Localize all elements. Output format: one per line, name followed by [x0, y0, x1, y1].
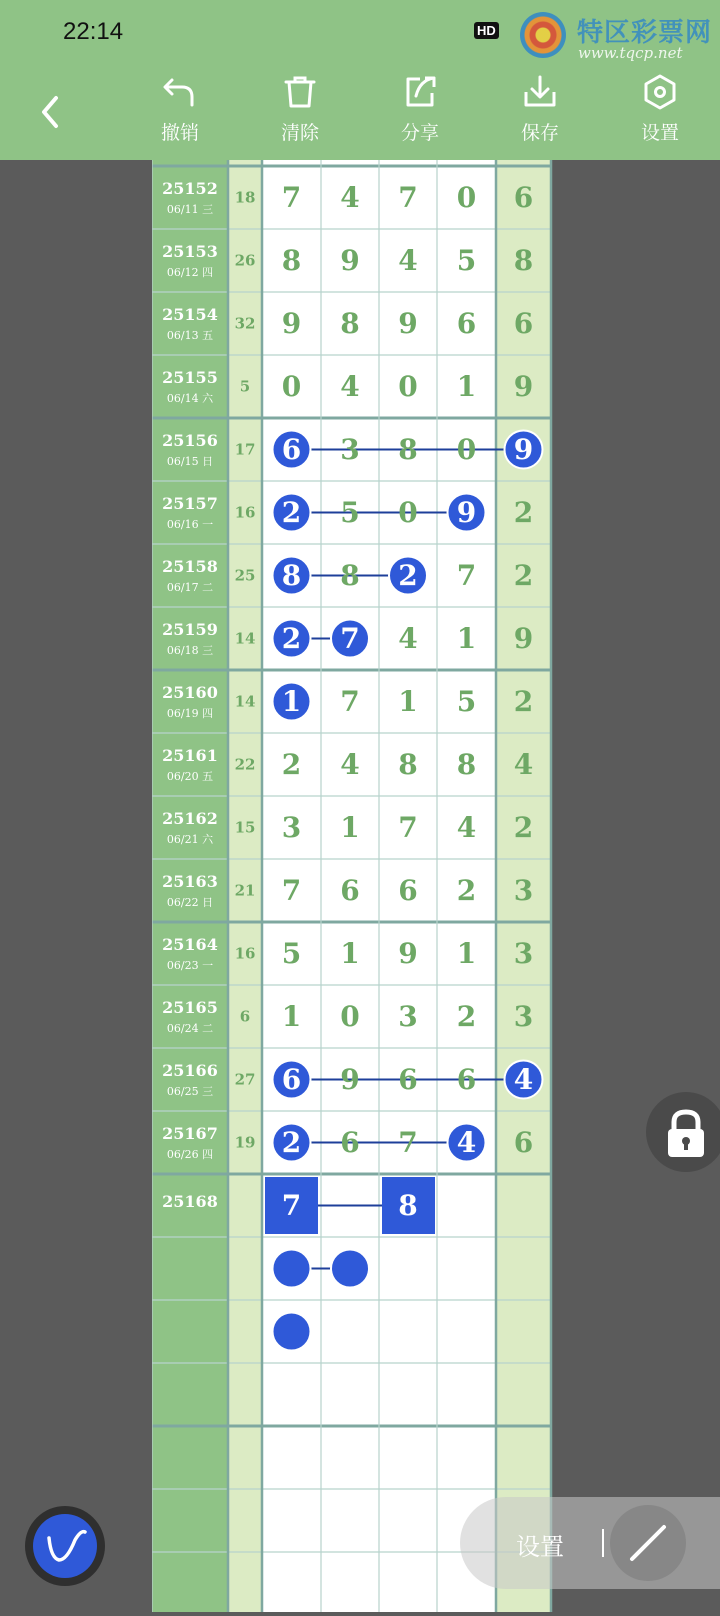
trend-grid[interactable] [152, 160, 568, 1612]
prediction-dot [273, 1313, 311, 1351]
marked-digit: 2 [281, 496, 302, 529]
sum-value: 22 [234, 755, 256, 774]
issue-date: 06/16 一 [166, 518, 214, 531]
marked-digit: 6 [281, 1063, 302, 1096]
digit-value: 8 [281, 244, 302, 277]
digit-value: 6 [456, 307, 477, 340]
marked-digit: 9 [513, 433, 534, 466]
prediction-digit: 8 [398, 1189, 418, 1222]
digit-value: 6 [398, 874, 418, 907]
digit-value: 0 [456, 433, 477, 466]
sum-value: 25 [234, 566, 256, 585]
settings-label: 设置 [640, 122, 679, 144]
prediction-issue: 25168 [162, 1192, 218, 1211]
sum-value: 14 [234, 692, 256, 711]
share-icon [400, 72, 440, 112]
issue-number: 25164 [162, 935, 218, 954]
pen-icon [33, 1514, 97, 1578]
digit-value: 0 [281, 370, 302, 403]
issue-date: 06/20 五 [166, 770, 214, 783]
share-button[interactable] [375, 72, 465, 145]
extra-digit: 4 [513, 748, 534, 781]
digit-value: 4 [398, 244, 418, 277]
issue-date: 06/23 一 [166, 959, 214, 972]
sum-value: 27 [234, 1070, 256, 1089]
marked-digit: 4 [456, 1126, 477, 1159]
issue-date: 06/25 三 [166, 1085, 214, 1098]
digit-value: 7 [398, 181, 418, 214]
issue-number: 25154 [162, 305, 218, 324]
extra-digit: 2 [513, 811, 534, 844]
lock-icon [646, 1092, 720, 1172]
marked-digit: 2 [398, 559, 418, 592]
clear-button[interactable] [255, 72, 345, 145]
digit-value: 3 [398, 1000, 418, 1033]
issue-date: 06/22 日 [166, 896, 214, 909]
save-button[interactable] [495, 72, 585, 145]
status-bar [0, 0, 720, 62]
issue-date: 06/14 六 [166, 392, 214, 405]
digit-value: 5 [456, 685, 477, 718]
marked-digit: 1 [281, 685, 302, 718]
issue-number: 25160 [162, 683, 218, 702]
share-label: 分享 [400, 122, 439, 144]
trend-chart-page [152, 160, 568, 1612]
digit-value: 4 [398, 622, 418, 655]
issue-number: 25153 [162, 242, 218, 261]
extra-digit: 6 [513, 1126, 534, 1159]
digit-value: 0 [456, 181, 477, 214]
digit-value: 8 [340, 559, 360, 592]
digit-value: 9 [340, 1063, 360, 1096]
issue-date: 06/11 三 [166, 203, 214, 216]
digit-value: 1 [281, 1000, 302, 1033]
marked-digit: 4 [513, 1063, 534, 1096]
digit-value: 9 [398, 307, 418, 340]
digit-value: 2 [456, 874, 477, 907]
extra-digit: 9 [513, 622, 534, 655]
marked-digit: 6 [281, 433, 302, 466]
marked-digit: 7 [340, 622, 360, 655]
digit-value: 3 [281, 811, 302, 844]
sum-value: 18 [234, 188, 256, 207]
issue-number: 25152 [162, 179, 218, 198]
digit-value: 6 [456, 1063, 477, 1096]
sum-value: 32 [234, 314, 256, 333]
lock-button[interactable] [646, 1092, 720, 1172]
issue-number: 25155 [162, 368, 218, 387]
trash-icon [280, 72, 320, 112]
digit-value: 0 [398, 370, 418, 403]
issue-number: 25161 [162, 746, 218, 765]
issue-number: 25159 [162, 620, 218, 639]
issue-number: 25166 [162, 1061, 218, 1080]
digit-value: 8 [398, 433, 418, 466]
issue-number: 25165 [162, 998, 218, 1017]
digit-value: 8 [398, 748, 418, 781]
marked-digit: 2 [281, 1126, 302, 1159]
digit-value: 7 [398, 1126, 418, 1159]
digit-value: 6 [340, 1126, 360, 1159]
extra-digit: 2 [513, 685, 534, 718]
back-button[interactable] [32, 92, 72, 132]
extra-digit: 3 [513, 874, 534, 907]
sum-value: 15 [234, 818, 256, 837]
digit-value: 0 [340, 1000, 360, 1033]
issue-number: 25158 [162, 557, 218, 576]
digit-value: 5 [281, 937, 302, 970]
issue-date: 06/24 二 [166, 1022, 214, 1035]
watermark-title: 特区彩票网 [577, 18, 713, 48]
hexagon-settings-icon [640, 72, 680, 112]
watermark-url: www.tqcp.net [578, 44, 683, 62]
floating-settings-button[interactable]: 设置 [516, 1533, 564, 1561]
digit-value: 9 [281, 307, 302, 340]
undo-label: 撤销 [160, 122, 199, 144]
clear-label: 清除 [280, 122, 319, 144]
line-tool-icon [610, 1505, 686, 1581]
digit-value: 1 [456, 370, 477, 403]
digit-value: 6 [340, 874, 360, 907]
digit-value: 2 [456, 1000, 477, 1033]
digit-value: 9 [398, 937, 418, 970]
digit-value: 1 [340, 811, 360, 844]
watermark-logo-icon [520, 12, 566, 58]
digit-value: 8 [456, 748, 477, 781]
digit-value: 1 [456, 622, 477, 655]
sum-value: 26 [234, 251, 256, 270]
sum-value: 14 [234, 629, 256, 648]
digit-value: 0 [398, 496, 418, 529]
digit-value: 7 [281, 874, 302, 907]
toolbar [0, 62, 720, 160]
issue-date: 06/17 二 [166, 581, 214, 594]
digit-value: 8 [340, 307, 360, 340]
issue-number: 25157 [162, 494, 218, 513]
network-badge: HD [474, 22, 499, 39]
sum-value: 6 [239, 1007, 251, 1026]
digit-value: 5 [340, 496, 360, 529]
sum-value: 19 [234, 1133, 256, 1152]
digit-value: 7 [456, 559, 477, 592]
sum-value: 21 [234, 881, 256, 900]
extra-digit: 6 [513, 181, 534, 214]
sum-value: 17 [234, 440, 256, 459]
extra-digit: 3 [513, 1000, 534, 1033]
digit-value: 7 [281, 181, 302, 214]
prediction-dot [273, 1250, 311, 1288]
issue-date: 06/12 四 [166, 266, 214, 279]
status-time: 22:14 [63, 18, 124, 45]
issue-date: 06/26 四 [166, 1148, 214, 1161]
pen-button[interactable] [25, 1506, 105, 1586]
marked-digit: 9 [456, 496, 477, 529]
download-icon [520, 72, 560, 112]
divider [602, 1529, 604, 1557]
prediction-digit: 7 [281, 1189, 302, 1222]
marked-digit: 2 [281, 622, 302, 655]
issue-number: 25162 [162, 809, 218, 828]
extra-digit: 8 [513, 244, 534, 277]
digit-value: 1 [340, 937, 360, 970]
sum-value: 16 [234, 503, 256, 522]
sum-value: 16 [234, 944, 256, 963]
line-tool-button[interactable] [610, 1505, 686, 1581]
digit-value: 7 [340, 685, 360, 718]
digit-value: 4 [340, 181, 360, 214]
undo-button[interactable] [135, 72, 225, 145]
digit-value: 1 [398, 685, 418, 718]
extra-digit: 9 [513, 370, 534, 403]
right-margin [551, 160, 568, 1612]
save-label: 保存 [520, 122, 559, 144]
digit-value: 4 [340, 370, 360, 403]
issue-date: 06/13 五 [166, 329, 214, 342]
digit-value: 7 [398, 811, 418, 844]
issue-number: 25167 [162, 1124, 218, 1143]
floating-toolbar [460, 1497, 720, 1589]
issue-date: 06/18 三 [166, 644, 214, 657]
issue-date: 06/15 日 [166, 455, 214, 468]
digit-value: 4 [456, 811, 477, 844]
digit-value: 6 [398, 1063, 418, 1096]
digit-value: 3 [340, 433, 360, 466]
extra-digit: 2 [513, 496, 534, 529]
digit-value: 5 [456, 244, 477, 277]
extra-digit: 6 [513, 307, 534, 340]
issue-number: 25163 [162, 872, 218, 891]
back-arrow-icon [32, 92, 72, 132]
marked-digit: 8 [281, 559, 302, 592]
digit-value: 9 [340, 244, 360, 277]
sum-value: 5 [239, 377, 251, 396]
issue-date: 06/21 六 [166, 833, 214, 846]
extra-digit: 2 [513, 559, 534, 592]
digit-value: 4 [340, 748, 360, 781]
issue-date: 06/19 四 [166, 707, 214, 720]
undo-icon [160, 72, 200, 112]
digit-value: 2 [281, 748, 302, 781]
settings-button[interactable] [615, 72, 705, 145]
prediction-dot [331, 1250, 369, 1288]
extra-digit: 3 [513, 937, 534, 970]
digit-value: 1 [456, 937, 477, 970]
issue-number: 25156 [162, 431, 218, 450]
